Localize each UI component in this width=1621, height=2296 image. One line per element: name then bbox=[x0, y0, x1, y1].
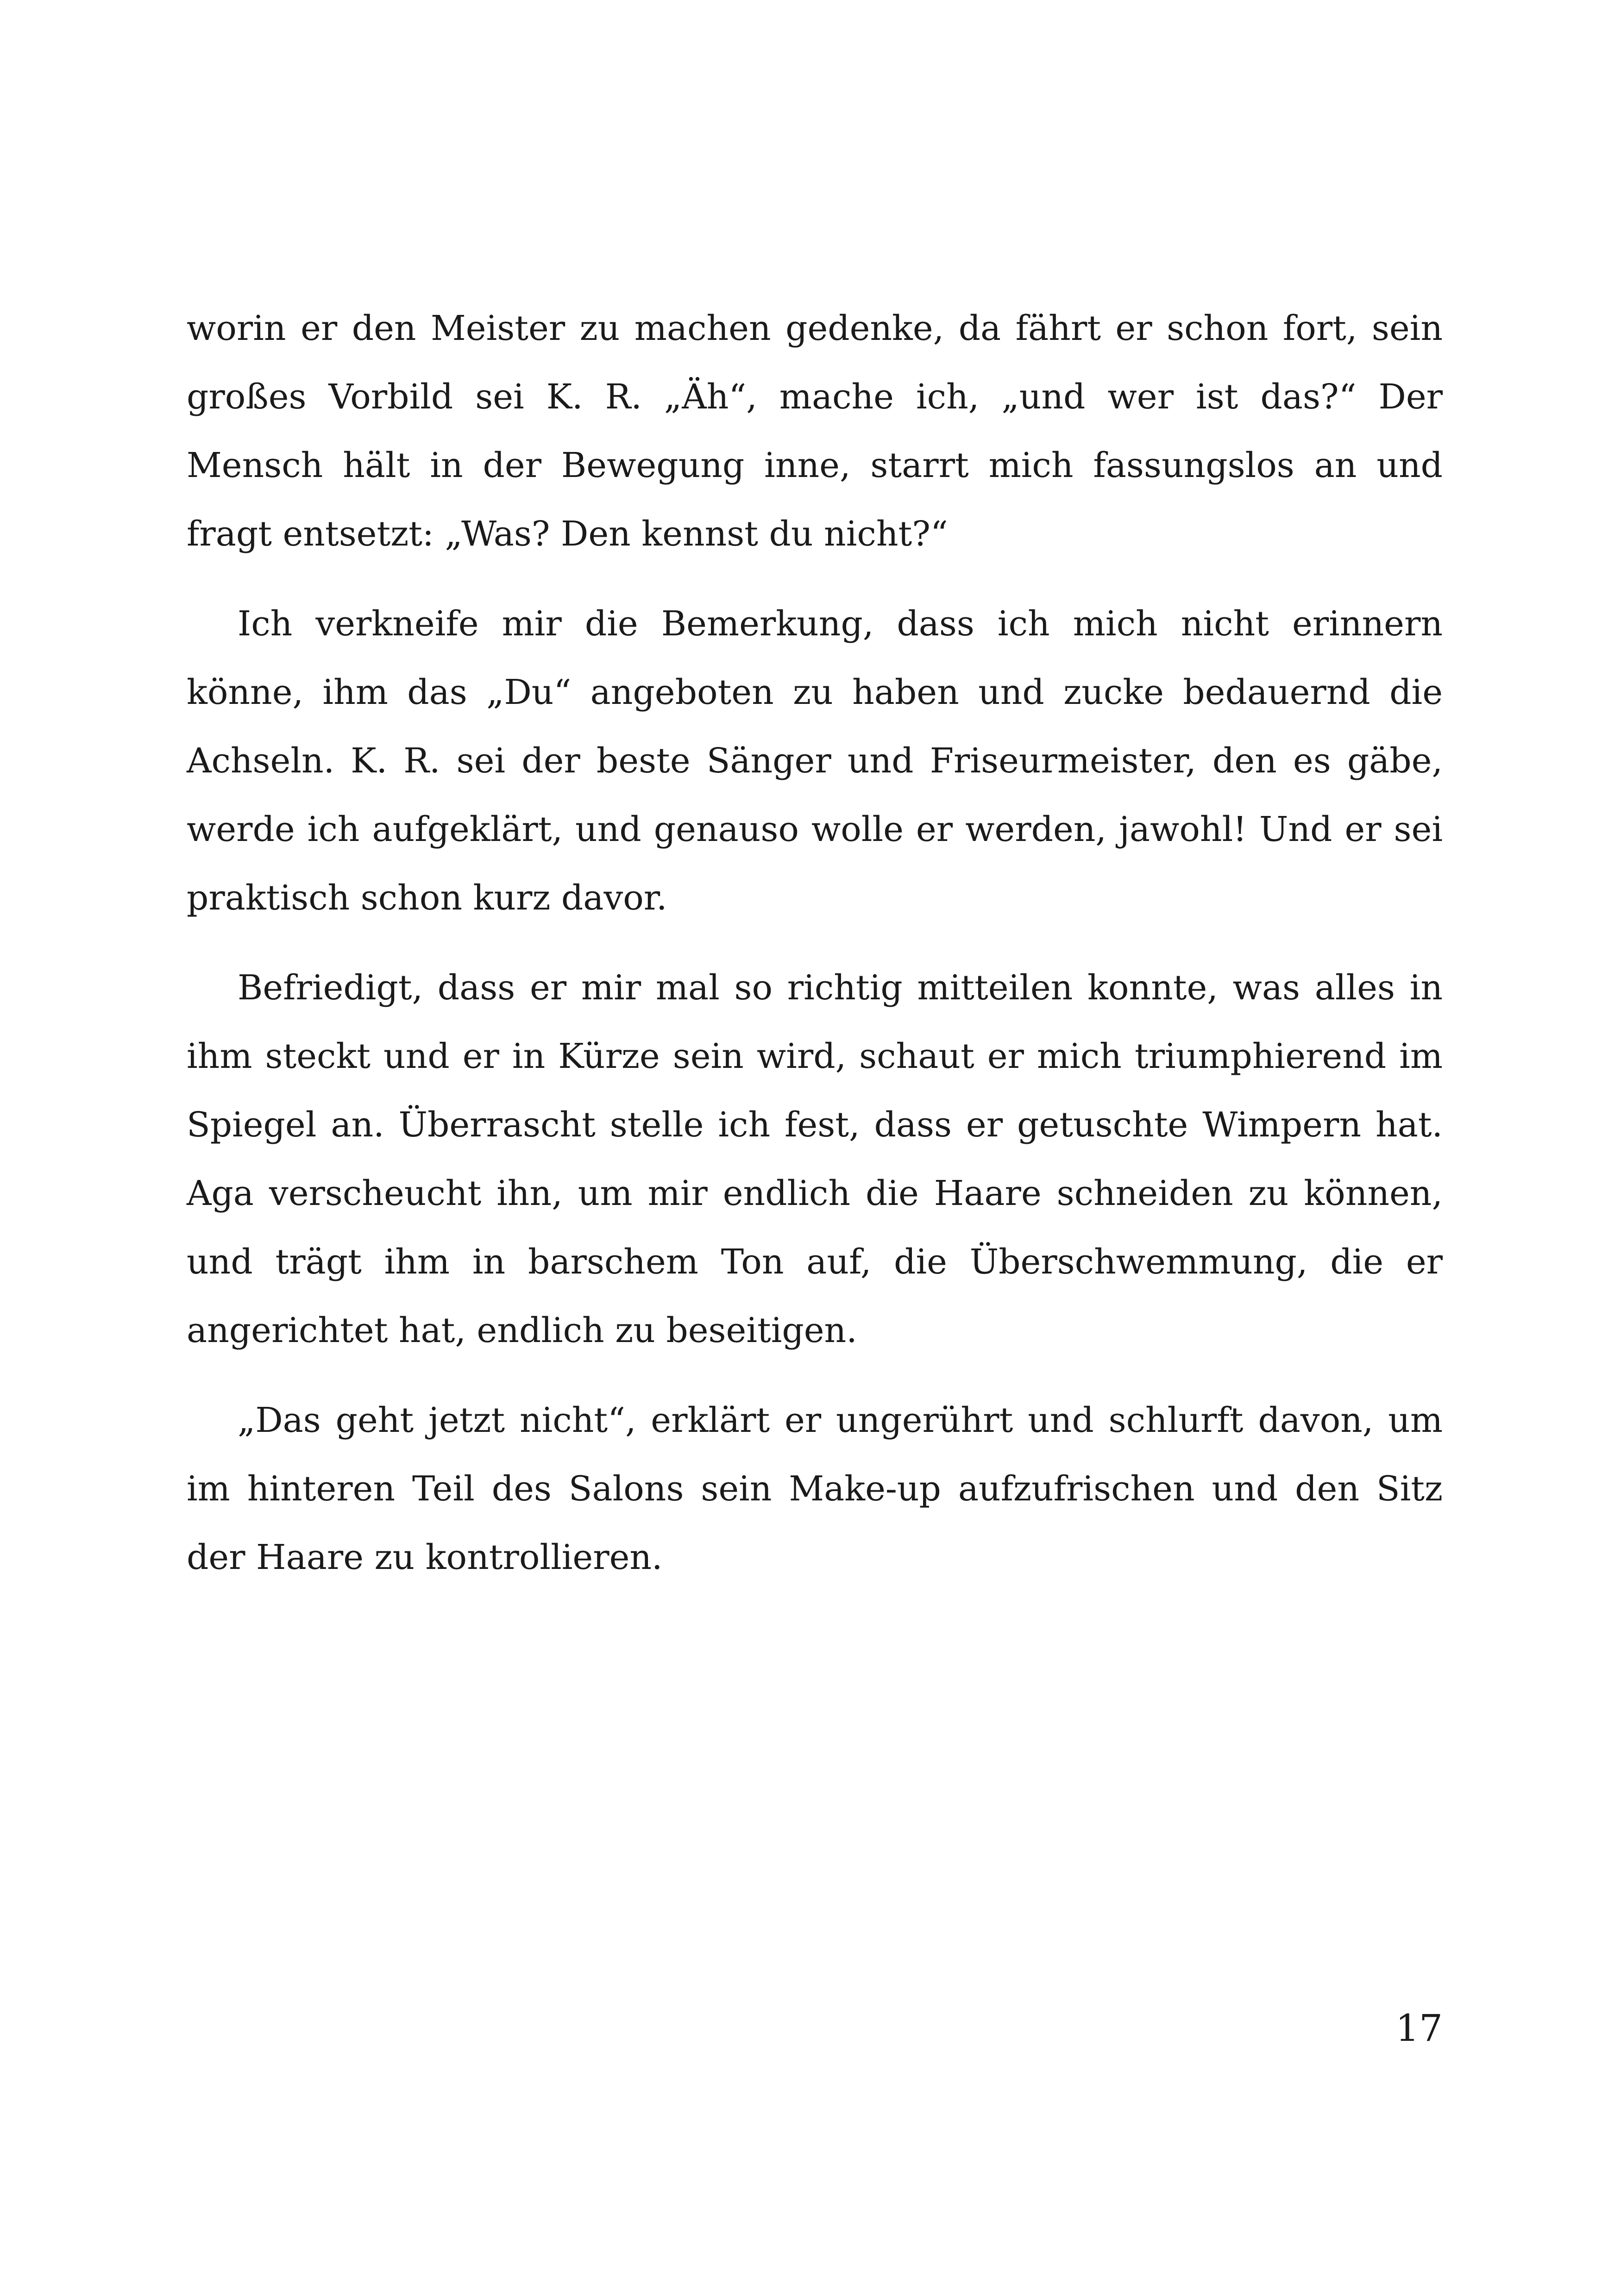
paragraph-1: worin er den Meister zu machen gedenke, da fährt er schon fort, sein großes Vorbild sei K. R. „Äh“, mache ich, „und wer ist das?“ Der Mensch hält in der Bewegung inne, starrt mich fassungslos an und fragt entsetzt: „Was? Den kennst du nicht?“ bbox=[187, 308, 1443, 554]
paragraph-4: „Das geht jetzt nicht“, erklärt er ungerührt und schlurft davon, um im hinteren Teil des Salons sein Make-up aufzufrischen und den Sitz der Haare zu kontrollieren. bbox=[187, 1400, 1443, 1577]
body-text bbox=[187, 294, 1443, 1613]
paragraph-2: Ich verkneife mir die Bemerkung, dass ich mich nicht erinnern könne, ihm das „Du“ angeboten zu haben und zucke bedauernd die Achseln. K. R. sei der beste Sänger und Friseurmeister, den es gäbe, werde ich aufgeklärt, und genauso wolle er werden, jawohl! Und er sei praktisch schon kurz davor. bbox=[187, 604, 1443, 918]
paragraph-3: Befriedigt, dass er mir mal so richtig mitteilen konnte, was alles in ihm steckt und er in Kürze sein wird, schaut er mich triumphierend im Spiegel an. Überrascht stelle ich fest, dass er getuschte Wimpern hat. Aga verscheucht ihn, um mir endlich die Haare schneiden zu können, und trägt ihm in barschem Ton auf, die Überschwemmung, die er angerichtet hat, endlich zu beseitigen. bbox=[187, 968, 1443, 1350]
page-number: 17 bbox=[1395, 2007, 1443, 2050]
